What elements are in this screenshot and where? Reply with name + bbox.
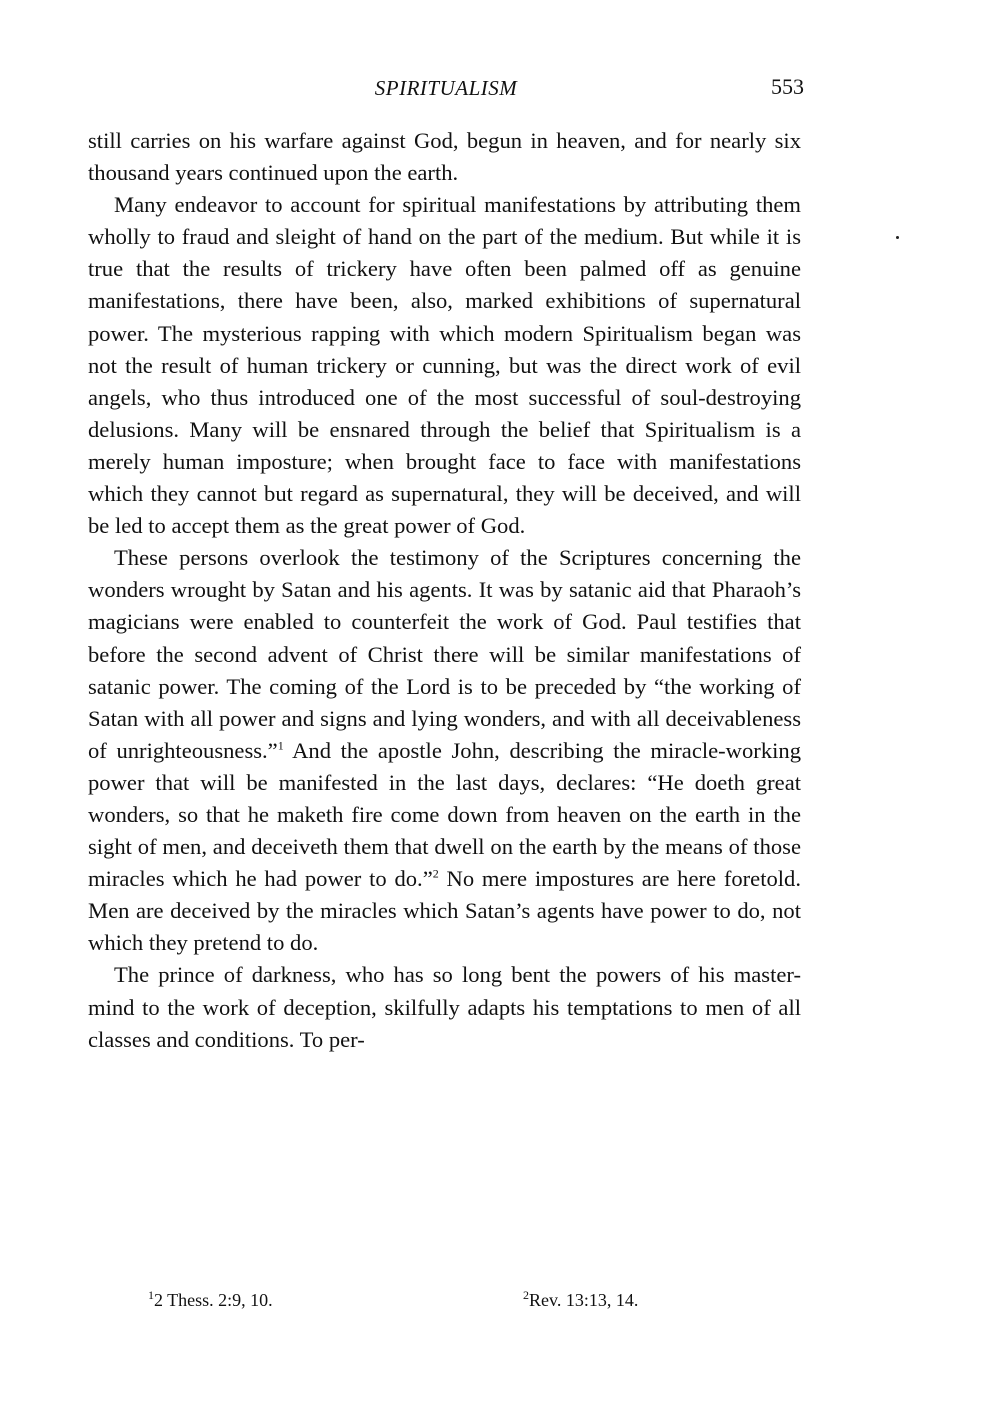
footnote-marker: 2 [523,1288,529,1302]
running-header [88,70,804,104]
footnote [148,1290,273,1311]
footnote-text: Rev. 13:13, 14. [529,1290,639,1310]
scan-speck [896,236,899,239]
footnote-ref: 1 [277,738,284,753]
paragraph: The prince of darkness, who has so long bent the powers of his master-mind to the work of deception, skilfully adapts his temptations to men of all classes and conditions. To per- [88,962,801,1052]
paragraph-text: No mere impostures are here foretold. Men are deceived by the miracles which Satan’s agents have power to do, not which they pretend to do. [88,866,801,956]
paragraph: Many endeavor to account for spiritual manifestations by attributing them wholly to fraud and sleight of hand on the part of the medium. But while it is true that the results of trickery have often been palmed off as genuine manifestations, there have been, also, marked exhibitions of supernatural power. The mysterious rapping with which modern Spiritualism began was not the result of human trickery or cunning, but was the direct work of evil angels, who thus introduced one of the most successful of soul-destroying delusions. Many will be ensnared through the belief that Spiritualism is a merely human imposture; when brought face to face with manifestations which they cannot but regard as supernatural, they will be deceived, and will be led to accept them as the great power of God. [88,192,801,539]
footnote-marker: 1 [148,1288,154,1302]
running-title: SPIRITUALISM [374,76,518,100]
paragraph-text: These persons overlook the testimony of the Scriptures concerning the wonders wrought by Satan and his agents. It was by satanic aid that Pharaoh’s magicians were enabled to counterfeit the work of God. Paul testifies that before the second advent of Christ there will be similar manifestations of satanic power. The coming of the Lord is to be preceded by “the working of Satan with all power and signs and lying wonders, and with all deceivableness of unrighteousness.” [88,545,801,763]
paragraph [88,542,801,959]
footnote-text: 2 Thess. 2:9, 10. [154,1290,273,1310]
paragraph-text: And the apostle John, describing the miracle-working power that will be manifested in the last days, declares: “He doeth great wonders, so that he maketh fire come down from heaven on the earth in the sight of men, and deceiveth them that dwell on the earth by the means of those miracles which he had power to do.” [88,737,801,892]
paragraph: still carries on his warfare against God, begun in heaven, and for nearly six thousand years continued upon the earth. [88,128,801,186]
body-text [88,125,801,1056]
footnote [523,1290,638,1311]
page-number: 553 [771,74,804,99]
footnote-ref: 2 [432,866,439,881]
